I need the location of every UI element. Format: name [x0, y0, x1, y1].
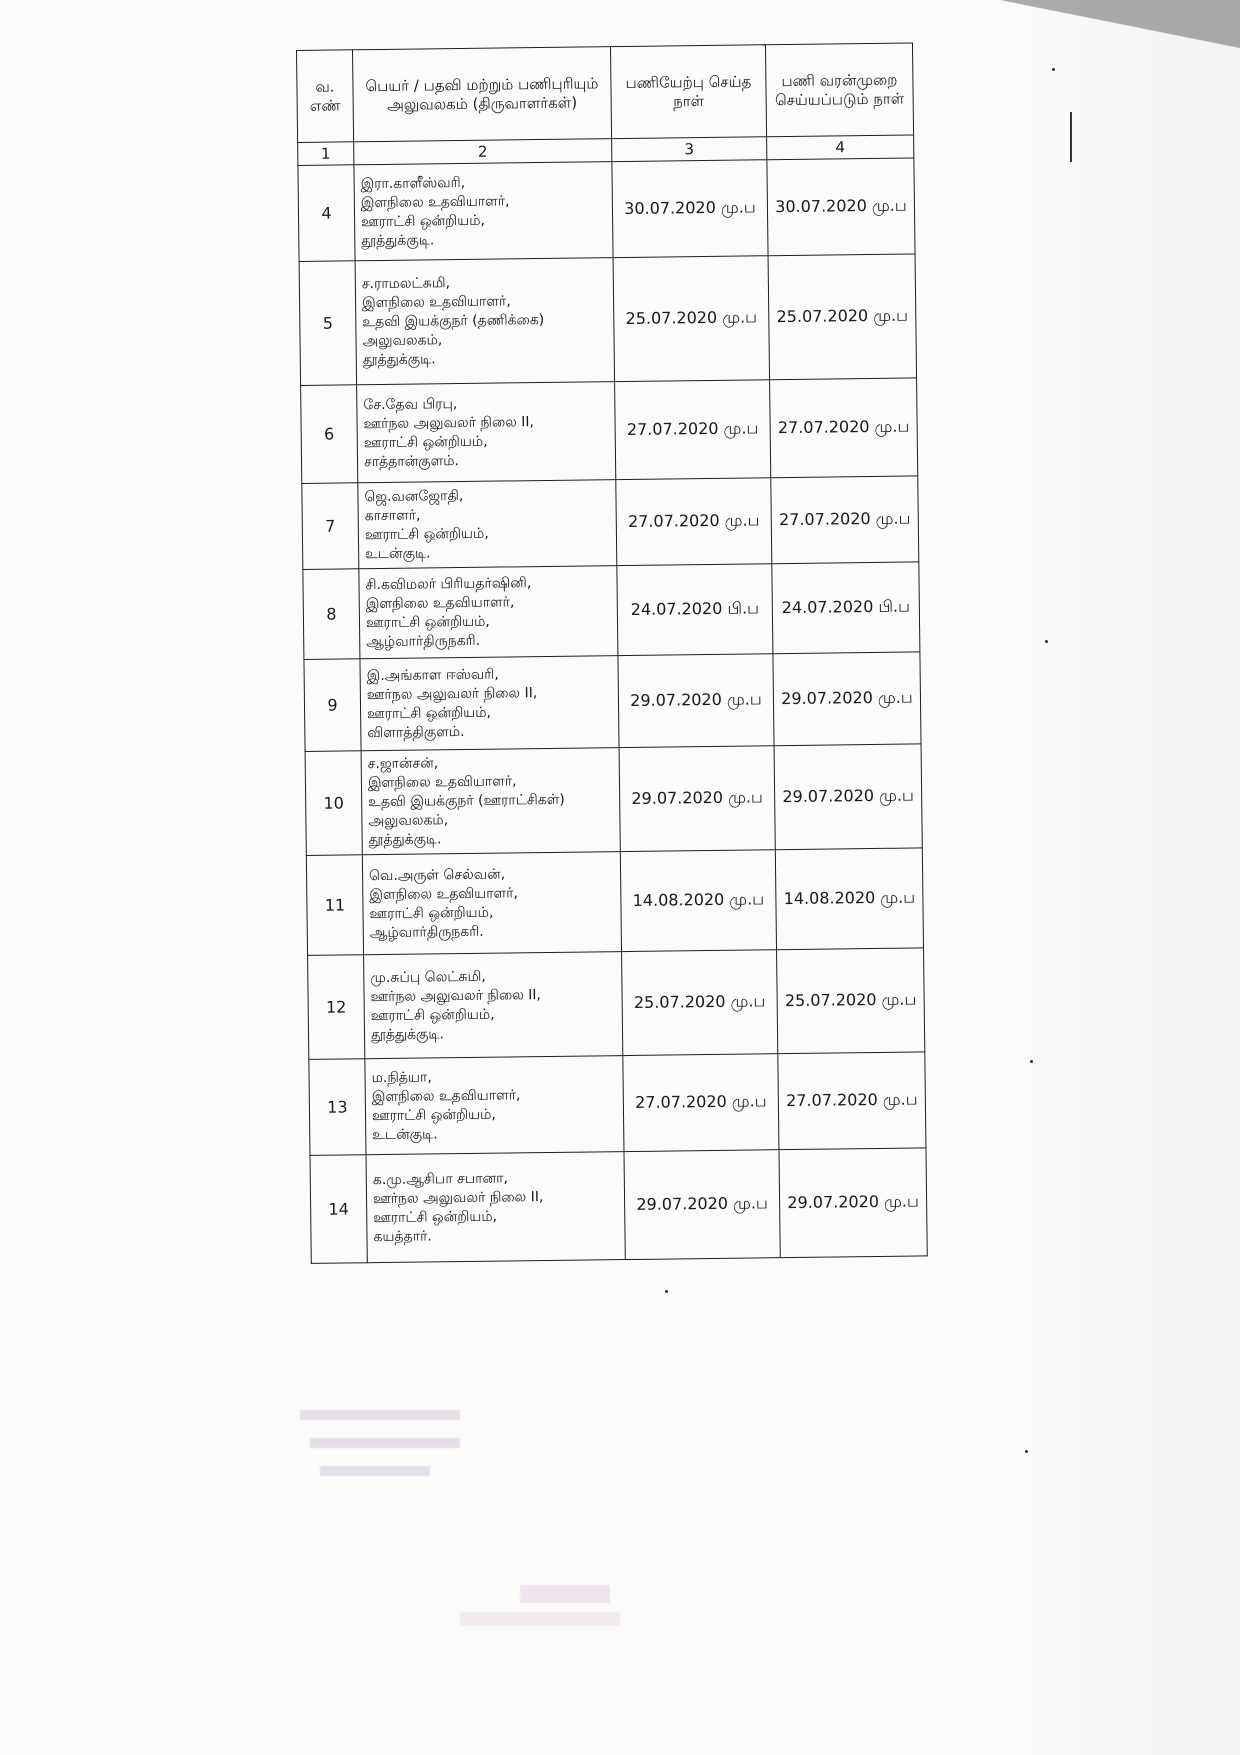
detail-line: தூத்துக்குடி.: [362, 351, 436, 369]
employee-details: [361, 748, 620, 855]
serial-number: 9: [304, 659, 361, 752]
employee-details: [365, 1056, 624, 1155]
detail-line: ஊர்நல அலுவலர் நிலை II,: [366, 684, 538, 703]
folded-corner: [1000, 0, 1240, 48]
scan-speck: [665, 1290, 668, 1293]
joined-date: 29.07.2020 மு.ப: [624, 1150, 780, 1260]
employee-details: [360, 656, 619, 751]
regularised-date: 27.07.2020 மு.ப: [778, 1052, 926, 1150]
table-row: [304, 652, 921, 752]
serial-number: 4: [298, 165, 355, 262]
detail-line: சே.தேவ பிரபு,: [363, 395, 458, 413]
serial-number: 11: [306, 855, 363, 956]
bleed-through-mark: [520, 1585, 610, 1603]
table-row: [301, 378, 918, 484]
header-joined-date: பணியேற்பு செய்த நாள்: [610, 45, 766, 139]
regularised-date: 24.07.2020 பி.ப: [772, 562, 920, 654]
detail-line: ஊராட்சி ஒன்றியம்,: [367, 704, 492, 722]
employee-details: [357, 382, 616, 483]
regularised-date: 25.07.2020 மு.ப: [768, 254, 917, 380]
bleed-through-mark: [320, 1466, 430, 1476]
header-regularised-date: பணி வரன்முறை செய்யப்படும் நாள்: [765, 43, 913, 137]
employee-details: [364, 952, 623, 1059]
detail-line: அலுவலகம்,: [362, 332, 443, 350]
joined-date: 30.07.2020 மு.ப: [612, 160, 768, 258]
bleed-through-mark: [310, 1438, 460, 1448]
serial-number: 14: [310, 1155, 367, 1264]
table-row: [305, 744, 922, 856]
detail-line: தூத்துக்குடி.: [370, 1025, 445, 1043]
serial-number: 5: [299, 261, 357, 386]
detail-line: ஊராட்சி ஒன்றியம்,: [364, 525, 489, 543]
detail-line: சாத்தான்குளம்.: [363, 452, 460, 470]
document-sheet: [296, 42, 928, 1263]
serial-number: 8: [303, 569, 360, 660]
detail-line: இளநிலை உதவியாளர்,: [371, 1086, 521, 1105]
header-details: பெயர் / பதவி மற்றும் பணிபுரியும் அலுவலகம் (திருவாளர்கள்): [353, 47, 612, 142]
joined-date: 27.07.2020 மு.ப: [615, 380, 771, 480]
regularised-date: 30.07.2020 மு.ப: [767, 158, 915, 256]
employee-details: [355, 258, 614, 385]
detail-line: ச.ஜான்சன்,: [367, 755, 439, 773]
table-body: [298, 158, 927, 1263]
detail-line: ஊராட்சி ஒன்றியம்,: [373, 1208, 498, 1226]
detail-line: ம.நித்யா,: [371, 1068, 432, 1086]
table-row: [302, 476, 919, 570]
joined-date: 24.07.2020 பி.ப: [617, 564, 773, 656]
table-row: [310, 1148, 927, 1264]
detail-line: இளநிலை உதவியாளர்,: [369, 884, 519, 903]
detail-line: அலுவலகம்,: [368, 812, 449, 830]
serial-number: 7: [302, 483, 359, 570]
detail-line: இ.அங்காள ஈஸ்வரி,: [366, 666, 499, 684]
serial-number: 10: [305, 751, 362, 856]
regularised-date: 27.07.2020 மு.ப: [770, 378, 918, 478]
page-shadow: [1020, 0, 1240, 1755]
table-row: [303, 562, 920, 660]
detail-line: இளநிலை உதவியாளர்,: [365, 593, 515, 612]
detail-line: தூத்துக்குடி.: [361, 231, 435, 249]
joined-date: 29.07.2020 மு.ப: [618, 654, 774, 748]
joined-date: 14.08.2020 மு.ப: [620, 850, 776, 952]
joined-date: 25.07.2020 மு.ப: [622, 950, 778, 1056]
regularised-date: 14.08.2020 மு.ப: [775, 848, 923, 950]
joined-date: 29.07.2020 மு.ப: [619, 746, 775, 852]
regularised-date: 25.07.2020 மு.ப: [777, 948, 925, 1054]
scan-speck: [1025, 1450, 1028, 1453]
detail-line: ஊர்நல அலுவலர் நிலை II,: [363, 413, 535, 432]
detail-line: ஜெ.வனஜோதி,: [364, 487, 464, 505]
detail-line: வெ.அருள் செல்வன்,: [368, 866, 506, 884]
detail-line: இளநிலை உதவியாளர்,: [360, 192, 510, 211]
detail-line: விளாத்திகுளம்.: [367, 723, 465, 741]
scan-speck: [1030, 1060, 1033, 1063]
regularised-date: 29.07.2020 மு.ப: [779, 1148, 927, 1258]
bleed-through-mark: [300, 1410, 460, 1420]
column-index: 1: [298, 142, 354, 166]
margin-mark: [1070, 112, 1072, 162]
scan-speck: [1052, 68, 1055, 71]
detail-line: ஊர்நல அலுவலர் நிலை II,: [372, 1188, 544, 1207]
serial-number: 12: [308, 955, 365, 1060]
detail-line: சி.கவிமலர் பிரியதர்ஷினி,: [365, 574, 532, 593]
employee-details: [366, 1152, 625, 1263]
regularised-date: 29.07.2020 மு.ப: [773, 652, 921, 746]
detail-line: இரா.காளீஸ்வரி,: [360, 174, 466, 192]
column-index: 3: [612, 137, 767, 162]
regularised-date: 29.07.2020 மு.ப: [774, 744, 922, 850]
detail-line: உதவி இயக்குநர் (தணிக்கை): [362, 311, 545, 331]
detail-line: உடன்குடி.: [372, 1125, 438, 1143]
serial-number: 13: [309, 1059, 366, 1156]
employee-details: [358, 480, 617, 569]
detail-line: உடன்குடி.: [365, 544, 431, 562]
detail-line: மு.சுப்பு லெட்சுமி,: [370, 968, 486, 986]
joined-date: 27.07.2020 மு.ப: [616, 478, 772, 566]
detail-line: ச.ராமலட்சுமி,: [361, 275, 451, 293]
detail-line: ஊர்நல அலுவலர் நிலை II,: [370, 986, 542, 1005]
regularised-date: 27.07.2020 மு.ப: [771, 476, 919, 564]
employee-details: [359, 566, 618, 659]
detail-line: ஆழ்வார்திருநகரி.: [369, 923, 484, 941]
column-index: 2: [354, 139, 612, 165]
table-row: [298, 158, 915, 262]
joined-date: 25.07.2020 மு.ப: [613, 256, 770, 382]
detail-line: ஊராட்சி ஒன்றியம்,: [365, 613, 490, 631]
detail-line: தூத்துக்குடி.: [368, 831, 442, 849]
detail-line: ஊராட்சி ஒன்றியம்,: [363, 433, 488, 451]
scan-speck: [1045, 640, 1048, 643]
detail-line: ஊராட்சி ஒன்றியம்,: [371, 1106, 496, 1124]
table-row: [306, 848, 923, 956]
bleed-through-mark: [460, 1612, 620, 1626]
detail-line: ஊராட்சி ஒன்றியம்,: [370, 1006, 495, 1024]
header-serial: வ. எண்: [297, 50, 354, 143]
detail-line: க.மு.ஆசிபா சபானா,: [372, 1169, 508, 1188]
table-header: [297, 43, 914, 166]
employee-details: [354, 162, 613, 261]
detail-line: இளநிலை உதவியாளர்,: [367, 773, 517, 792]
detail-line: காசாளர்,: [364, 507, 421, 524]
detail-line: கயத்தார்.: [373, 1227, 432, 1245]
detail-line: ஊராட்சி ஒன்றியம்,: [369, 904, 494, 922]
staff-table: [296, 42, 928, 1263]
detail-line: ஆழ்வார்திருநகரி.: [366, 632, 481, 650]
serial-number: 6: [301, 385, 358, 484]
employee-details: [362, 852, 621, 955]
joined-date: 27.07.2020 மு.ப: [623, 1054, 779, 1152]
detail-line: இளநிலை உதவியாளர்,: [362, 293, 511, 312]
table-row: [308, 948, 925, 1060]
table-row: [299, 254, 916, 386]
table-row: [309, 1052, 926, 1156]
detail-line: உதவி இயக்குநர் (ஊராட்சிகள்): [368, 791, 565, 811]
detail-line: ஊராட்சி ஒன்றியம்,: [361, 212, 486, 230]
column-index: 4: [767, 135, 914, 160]
